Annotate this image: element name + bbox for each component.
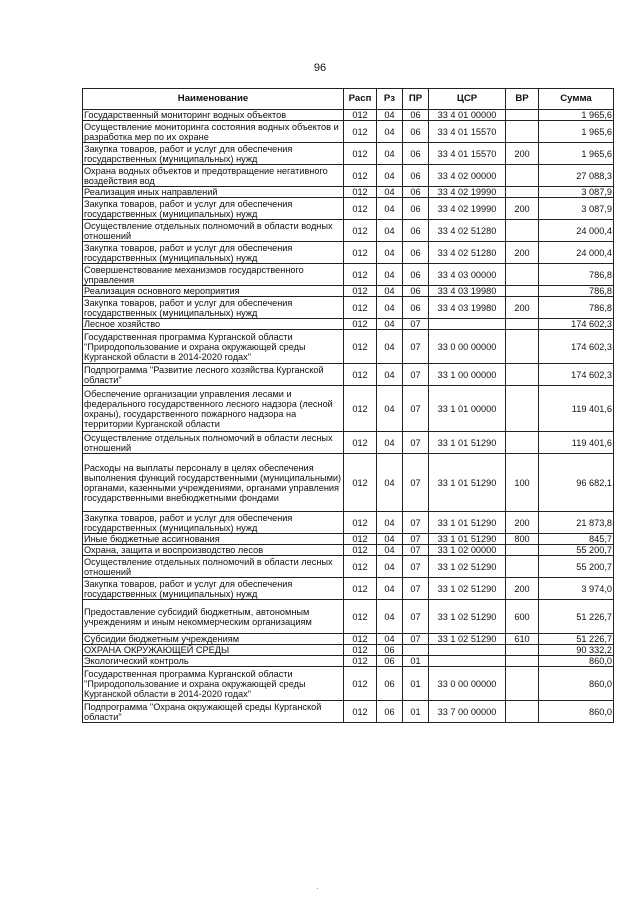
cell-vr: 200 xyxy=(506,143,539,165)
cell-name: Расходы на выплаты персоналу в целях обеспечения выполнения функций государственными (муниципальными) органами, казенными учреждениями, органами управления государственными внебюджетными фондами xyxy=(83,454,344,512)
cell-vr xyxy=(506,330,539,364)
cell-csr: 33 1 01 51290 xyxy=(429,454,506,512)
cell-vr xyxy=(506,165,539,187)
table-row xyxy=(83,187,614,198)
cell-name: Охрана водных объектов и предотвращение негативного воздействия вод xyxy=(83,165,344,187)
cell-csr: 33 1 01 51290 xyxy=(429,534,506,545)
cell-csr: 33 1 00 00000 xyxy=(429,364,506,386)
cell-pr: 07 xyxy=(403,556,429,578)
header-csr: ЦСР xyxy=(429,89,506,110)
table-row xyxy=(83,264,614,286)
cell-rasp: 012 xyxy=(344,220,377,242)
cell-rasp: 012 xyxy=(344,110,377,121)
cell-pr: 06 xyxy=(403,242,429,264)
table-row xyxy=(83,330,614,364)
cell-name: Охрана, защита и воспроизводство лесов xyxy=(83,545,344,556)
cell-rz: 04 xyxy=(377,330,403,364)
cell-csr: 33 4 02 19990 xyxy=(429,187,506,198)
header-pr: ПР xyxy=(403,89,429,110)
cell-rasp: 012 xyxy=(344,534,377,545)
cell-csr: 33 4 01 15570 xyxy=(429,121,506,143)
cell-name: Лесное хозяйство xyxy=(83,319,344,330)
cell-sum: 845,7 xyxy=(539,534,614,545)
cell-name: Закупка товаров, работ и услуг для обеспечения государственных (муниципальных) нужд xyxy=(83,578,344,600)
cell-sum: 55 200,7 xyxy=(539,556,614,578)
table-row xyxy=(83,143,614,165)
cell-rasp: 012 xyxy=(344,701,377,723)
cell-name: Государственная программа Курганской области "Природопользование и охрана окружающей среды Курганской области в 2014-2020 годах" xyxy=(83,330,344,364)
cell-pr: 07 xyxy=(403,578,429,600)
table-row xyxy=(83,656,614,667)
table-row xyxy=(83,110,614,121)
cell-pr xyxy=(403,645,429,656)
cell-csr: 33 4 02 00000 xyxy=(429,165,506,187)
cell-rz: 04 xyxy=(377,110,403,121)
cell-vr xyxy=(506,187,539,198)
cell-name: Государственный мониторинг водных объектов xyxy=(83,110,344,121)
cell-csr: 33 1 01 00000 xyxy=(429,386,506,432)
cell-name: ОХРАНА ОКРУЖАЮЩЕЙ СРЕДЫ xyxy=(83,645,344,656)
cell-vr: 200 xyxy=(506,512,539,534)
table-row xyxy=(83,165,614,187)
cell-pr: 06 xyxy=(403,220,429,242)
table-row xyxy=(83,297,614,319)
cell-rasp: 012 xyxy=(344,645,377,656)
cell-pr: 07 xyxy=(403,319,429,330)
cell-csr: 33 4 02 19990 xyxy=(429,198,506,220)
cell-sum: 1 965,6 xyxy=(539,110,614,121)
cell-name: Предоставление субсидий бюджетным, автономным учреждениям и иным некоммерческим организациям xyxy=(83,600,344,634)
cell-name: Осуществление отдельных полномочий в области лесных отношений xyxy=(83,556,344,578)
cell-pr: 01 xyxy=(403,656,429,667)
header-rz: Рз xyxy=(377,89,403,110)
cell-rasp: 012 xyxy=(344,242,377,264)
cell-name: Совершенствование механизмов государственного управления xyxy=(83,264,344,286)
cell-rasp: 012 xyxy=(344,165,377,187)
cell-sum: 51 226,7 xyxy=(539,600,614,634)
cell-rz: 04 xyxy=(377,578,403,600)
page-number: 96 xyxy=(313,62,327,74)
cell-name: Экологический контроль xyxy=(83,656,344,667)
cell-vr xyxy=(506,220,539,242)
cell-rz: 04 xyxy=(377,454,403,512)
cell-sum: 860,0 xyxy=(539,701,614,723)
cell-vr xyxy=(506,556,539,578)
cell-vr: 200 xyxy=(506,578,539,600)
cell-sum: 860,0 xyxy=(539,667,614,701)
cell-rasp: 012 xyxy=(344,556,377,578)
cell-csr: 33 0 00 00000 xyxy=(429,667,506,701)
cell-sum: 174 602,3 xyxy=(539,319,614,330)
cell-pr: 01 xyxy=(403,701,429,723)
cell-csr: 33 1 02 51290 xyxy=(429,556,506,578)
cell-pr: 07 xyxy=(403,600,429,634)
table-row xyxy=(83,545,614,556)
table-row xyxy=(83,364,614,386)
cell-pr: 06 xyxy=(403,264,429,286)
cell-name: Осуществление отдельных полномочий в области лесных отношений xyxy=(83,432,344,454)
cell-csr: 33 1 02 51290 xyxy=(429,600,506,634)
cell-sum: 786,8 xyxy=(539,286,614,297)
table-row xyxy=(83,634,614,645)
cell-rz: 04 xyxy=(377,242,403,264)
cell-csr xyxy=(429,656,506,667)
cell-rz: 04 xyxy=(377,386,403,432)
cell-rz: 04 xyxy=(377,198,403,220)
cell-rasp: 012 xyxy=(344,634,377,645)
cell-rz: 04 xyxy=(377,143,403,165)
cell-vr: 610 xyxy=(506,634,539,645)
cell-rz: 04 xyxy=(377,121,403,143)
cell-name: Субсидии бюджетным учреждениям xyxy=(83,634,344,645)
cell-sum: 1 965,6 xyxy=(539,121,614,143)
cell-rz: 04 xyxy=(377,634,403,645)
cell-vr: 200 xyxy=(506,198,539,220)
table-row xyxy=(83,432,614,454)
table-row xyxy=(83,319,614,330)
cell-rz: 04 xyxy=(377,364,403,386)
table-row xyxy=(83,600,614,634)
cell-csr: 33 4 03 19980 xyxy=(429,286,506,297)
cell-name: Осуществление мониторинга состояния водных объектов и разработка мер по их охране xyxy=(83,121,344,143)
cell-vr: 200 xyxy=(506,297,539,319)
cell-name: Реализация основного мероприятия xyxy=(83,286,344,297)
cell-vr xyxy=(506,286,539,297)
cell-vr: 200 xyxy=(506,242,539,264)
table-row xyxy=(83,512,614,534)
cell-csr: 33 4 01 15570 xyxy=(429,143,506,165)
cell-rasp: 012 xyxy=(344,121,377,143)
cell-rasp: 012 xyxy=(344,656,377,667)
cell-sum: 3 087,9 xyxy=(539,198,614,220)
header-sum: Сумма xyxy=(539,89,614,110)
cell-rasp: 012 xyxy=(344,286,377,297)
cell-sum: 96 682,1 xyxy=(539,454,614,512)
cell-rz: 06 xyxy=(377,667,403,701)
cell-sum: 860,0 xyxy=(539,656,614,667)
cell-rasp: 012 xyxy=(344,187,377,198)
cell-vr: 100 xyxy=(506,454,539,512)
cell-pr: 07 xyxy=(403,432,429,454)
cell-rz: 04 xyxy=(377,534,403,545)
cell-rz: 04 xyxy=(377,600,403,634)
cell-sum: 90 332,2 xyxy=(539,645,614,656)
cell-csr: 33 1 01 51290 xyxy=(429,432,506,454)
cell-csr: 33 1 02 51290 xyxy=(429,578,506,600)
cell-pr: 07 xyxy=(403,545,429,556)
cell-csr: 33 0 00 00000 xyxy=(429,330,506,364)
cell-pr: 06 xyxy=(403,143,429,165)
cell-name: Закупка товаров, работ и услуг для обеспечения государственных (муниципальных) нужд xyxy=(83,143,344,165)
budget-table xyxy=(82,88,614,723)
table-row xyxy=(83,578,614,600)
cell-pr: 06 xyxy=(403,198,429,220)
cell-vr: 800 xyxy=(506,534,539,545)
cell-pr: 06 xyxy=(403,121,429,143)
cell-csr: 33 4 03 19980 xyxy=(429,297,506,319)
cell-vr xyxy=(506,121,539,143)
cell-name: Закупка товаров, работ и услуг для обеспечения государственных (муниципальных) нужд xyxy=(83,198,344,220)
cell-pr: 01 xyxy=(403,667,429,701)
cell-rz: 04 xyxy=(377,220,403,242)
cell-rasp: 012 xyxy=(344,386,377,432)
cell-vr xyxy=(506,667,539,701)
cell-name: Подпрограмма "Охрана окружающей среды Курганской области" xyxy=(83,701,344,723)
cell-sum: 51 226,7 xyxy=(539,634,614,645)
cell-sum: 3 087,9 xyxy=(539,187,614,198)
cell-rz: 04 xyxy=(377,512,403,534)
scan-mark: · xyxy=(316,884,319,893)
cell-csr xyxy=(429,319,506,330)
cell-name: Подпрограмма "Развитие лесного хозяйства Курганской области" xyxy=(83,364,344,386)
cell-rz: 06 xyxy=(377,701,403,723)
cell-rasp: 012 xyxy=(344,512,377,534)
cell-rz: 04 xyxy=(377,319,403,330)
table-row xyxy=(83,534,614,545)
cell-rasp: 012 xyxy=(344,198,377,220)
cell-rz: 04 xyxy=(377,297,403,319)
table-row xyxy=(83,286,614,297)
cell-vr xyxy=(506,264,539,286)
cell-pr: 06 xyxy=(403,110,429,121)
cell-sum: 24 000,4 xyxy=(539,220,614,242)
cell-rz: 04 xyxy=(377,165,403,187)
cell-sum: 1 965,6 xyxy=(539,143,614,165)
header-vr: ВР xyxy=(506,89,539,110)
cell-csr: 33 7 00 00000 xyxy=(429,701,506,723)
cell-name: Государственная программа Курганской области "Природопользование и охрана окружающей среды Курганской области в 2014-2020 годах" xyxy=(83,667,344,701)
cell-rz: 04 xyxy=(377,286,403,297)
header-rasp: Расп xyxy=(344,89,377,110)
table-row xyxy=(83,556,614,578)
cell-rasp: 012 xyxy=(344,432,377,454)
cell-rz: 04 xyxy=(377,187,403,198)
cell-pr: 06 xyxy=(403,165,429,187)
cell-vr xyxy=(506,701,539,723)
cell-rz: 04 xyxy=(377,264,403,286)
cell-pr: 07 xyxy=(403,634,429,645)
cell-sum: 174 602,3 xyxy=(539,364,614,386)
cell-rasp: 012 xyxy=(344,297,377,319)
cell-sum: 24 000,4 xyxy=(539,242,614,264)
cell-vr xyxy=(506,645,539,656)
cell-pr: 06 xyxy=(403,187,429,198)
cell-csr: 33 4 02 51280 xyxy=(429,242,506,264)
cell-rasp: 012 xyxy=(344,667,377,701)
cell-name: Закупка товаров, работ и услуг для обеспечения государственных (муниципальных) нужд xyxy=(83,297,344,319)
cell-rz: 04 xyxy=(377,432,403,454)
cell-pr: 07 xyxy=(403,364,429,386)
cell-pr: 07 xyxy=(403,330,429,364)
cell-csr: 33 4 03 00000 xyxy=(429,264,506,286)
cell-rasp: 012 xyxy=(344,600,377,634)
table-row xyxy=(83,701,614,723)
cell-vr xyxy=(506,656,539,667)
cell-csr: 33 4 01 00000 xyxy=(429,110,506,121)
cell-pr: 07 xyxy=(403,534,429,545)
cell-csr: 33 1 02 00000 xyxy=(429,545,506,556)
cell-vr xyxy=(506,364,539,386)
cell-sum: 21 873,8 xyxy=(539,512,614,534)
cell-pr: 07 xyxy=(403,512,429,534)
cell-rasp: 012 xyxy=(344,330,377,364)
cell-name: Закупка товаров, работ и услуг для обеспечения государственных (муниципальных) нужд xyxy=(83,242,344,264)
cell-rasp: 012 xyxy=(344,143,377,165)
cell-csr: 33 4 02 51280 xyxy=(429,220,506,242)
cell-pr: 07 xyxy=(403,386,429,432)
cell-name: Закупка товаров, работ и услуг для обеспечения государственных (муниципальных) нужд xyxy=(83,512,344,534)
cell-sum: 3 974,0 xyxy=(539,578,614,600)
cell-rasp: 012 xyxy=(344,319,377,330)
table-row xyxy=(83,220,614,242)
cell-rz: 04 xyxy=(377,556,403,578)
cell-vr xyxy=(506,110,539,121)
table-row xyxy=(83,645,614,656)
header-name: Наименование xyxy=(83,89,344,110)
cell-rz: 06 xyxy=(377,645,403,656)
table-row xyxy=(83,454,614,512)
cell-csr xyxy=(429,645,506,656)
cell-vr xyxy=(506,545,539,556)
cell-sum: 786,8 xyxy=(539,264,614,286)
table-row xyxy=(83,386,614,432)
cell-sum: 174 602,3 xyxy=(539,330,614,364)
cell-name: Обеспечение организации управления лесами и федерального государственного лесного надзора (лесной охраны), государственного пожарного надзора на территории Курганской области xyxy=(83,386,344,432)
cell-vr xyxy=(506,386,539,432)
cell-name: Реализация иных направлений xyxy=(83,187,344,198)
table-row xyxy=(83,242,614,264)
cell-sum: 119 401,6 xyxy=(539,386,614,432)
cell-rz: 06 xyxy=(377,656,403,667)
table-row xyxy=(83,667,614,701)
table-row xyxy=(83,198,614,220)
cell-vr xyxy=(506,432,539,454)
cell-sum: 119 401,6 xyxy=(539,432,614,454)
cell-rasp: 012 xyxy=(344,264,377,286)
cell-rasp: 012 xyxy=(344,578,377,600)
cell-sum: 786,8 xyxy=(539,297,614,319)
cell-pr: 06 xyxy=(403,286,429,297)
cell-sum: 55 200,7 xyxy=(539,545,614,556)
table-row xyxy=(83,121,614,143)
cell-rasp: 012 xyxy=(344,545,377,556)
cell-rz: 04 xyxy=(377,545,403,556)
cell-csr: 33 1 02 51290 xyxy=(429,634,506,645)
cell-rasp: 012 xyxy=(344,364,377,386)
cell-rasp: 012 xyxy=(344,454,377,512)
cell-pr: 06 xyxy=(403,297,429,319)
table-header-row xyxy=(83,89,614,110)
cell-sum: 27 088,3 xyxy=(539,165,614,187)
cell-name: Иные бюджетные ассигнования xyxy=(83,534,344,545)
cell-pr: 07 xyxy=(403,454,429,512)
cell-name: Осуществление отдельных полномочий в области водных отношений xyxy=(83,220,344,242)
cell-csr: 33 1 01 51290 xyxy=(429,512,506,534)
cell-vr xyxy=(506,319,539,330)
cell-vr: 600 xyxy=(506,600,539,634)
